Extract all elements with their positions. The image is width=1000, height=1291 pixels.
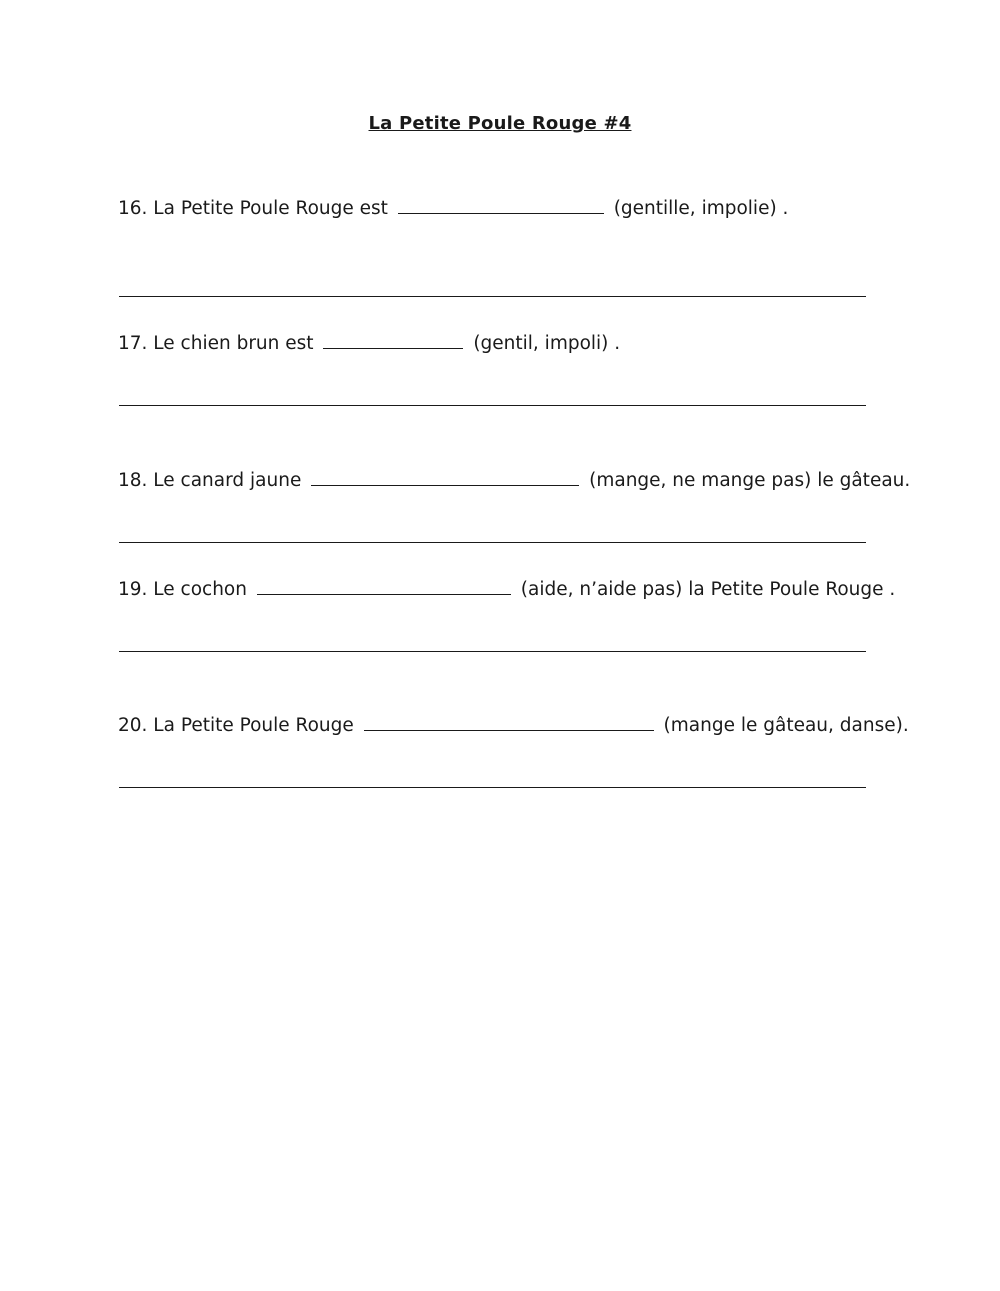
question-19 [118,576,895,602]
question-16-answer-line[interactable] [119,296,866,297]
question-19-answer-line[interactable] [119,651,866,652]
question-16-options: (gentille, impolie) . [613,198,789,219]
question-16-prefix: 16. La Petite Poule Rouge est [118,198,388,219]
question-18-answer-line[interactable] [119,542,866,543]
question-17-options: (gentil, impoli) . [473,333,621,354]
question-16 [118,195,788,221]
question-16-blank[interactable] [398,195,604,214]
question-19-prefix: 19. Le cochon [118,579,247,600]
question-19-blank[interactable] [257,576,511,595]
question-20-blank[interactable] [364,712,654,731]
question-19-options: (aide, n’aide pas) la Petite Poule Rouge . [520,579,896,600]
question-18-prefix: 18. Le canard jaune [118,470,302,491]
question-17-blank[interactable] [323,330,463,349]
question-17 [118,330,620,356]
question-20-options: (mange le gâteau, danse). [663,715,909,736]
question-17-prefix: 17. Le chien brun est [118,333,314,354]
question-18 [118,467,910,493]
question-17-answer-line[interactable] [119,405,866,406]
question-20-prefix: 20. La Petite Poule Rouge [118,715,354,736]
question-20 [118,712,909,738]
worksheet-title: La Petite Poule Rouge #4 [368,113,632,134]
question-18-blank[interactable] [311,467,579,486]
question-20-answer-line[interactable] [119,787,866,788]
question-18-options: (mange, ne mange pas) le gâteau. [589,470,911,491]
